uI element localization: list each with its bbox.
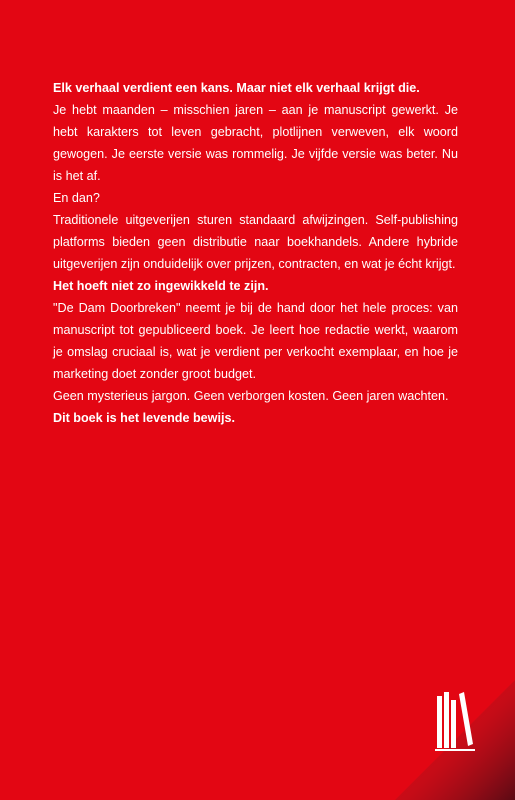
blurb-paragraph-8: Dit boek is het levende bewijs. (53, 411, 235, 425)
blurb-text (53, 77, 458, 429)
blurb-paragraph-4: Traditionele uitgeverijen sturen standaard afwijzingen. Self-publishing platforms bieden geen distributie naar boekhandels. Andere hybride uitgeverijen zijn onduidelijk over prijzen, contracten, en wat je écht krijgt. (53, 213, 458, 271)
blurb-paragraph-2: Je hebt maanden – misschien jaren – aan je manuscript gewerkt. Je hebt karakters tot leven gebracht, plotlijnen verweven, elk woord gewogen. Je eerste versie was rommelig. Je vijfde versie was beter. Nu is het af. (53, 103, 458, 183)
blurb-paragraph-3: En dan? (53, 191, 100, 205)
blurb-paragraph-6: "De Dam Doorbreken" neemt je bij de hand door het hele proces: van manuscript tot gepubliceerd boek. Je leert hoe redactie werkt, waarom je omslag cruciaal is, wat je verdient per verkocht exemplaar, en hoe je marketing doet zonder groot budget. (53, 301, 458, 381)
blurb-paragraph-5: Het hoeft niet zo ingewikkeld te zijn. (53, 279, 269, 293)
blurb-paragraph-7: Geen mysterieus jargon. Geen verborgen kosten. Geen jaren wachten. (53, 389, 449, 403)
blurb-paragraph-1: Elk verhaal verdient een kans. Maar niet elk verhaal krijgt die. (53, 81, 420, 95)
book-stack-logo-icon (431, 686, 481, 756)
